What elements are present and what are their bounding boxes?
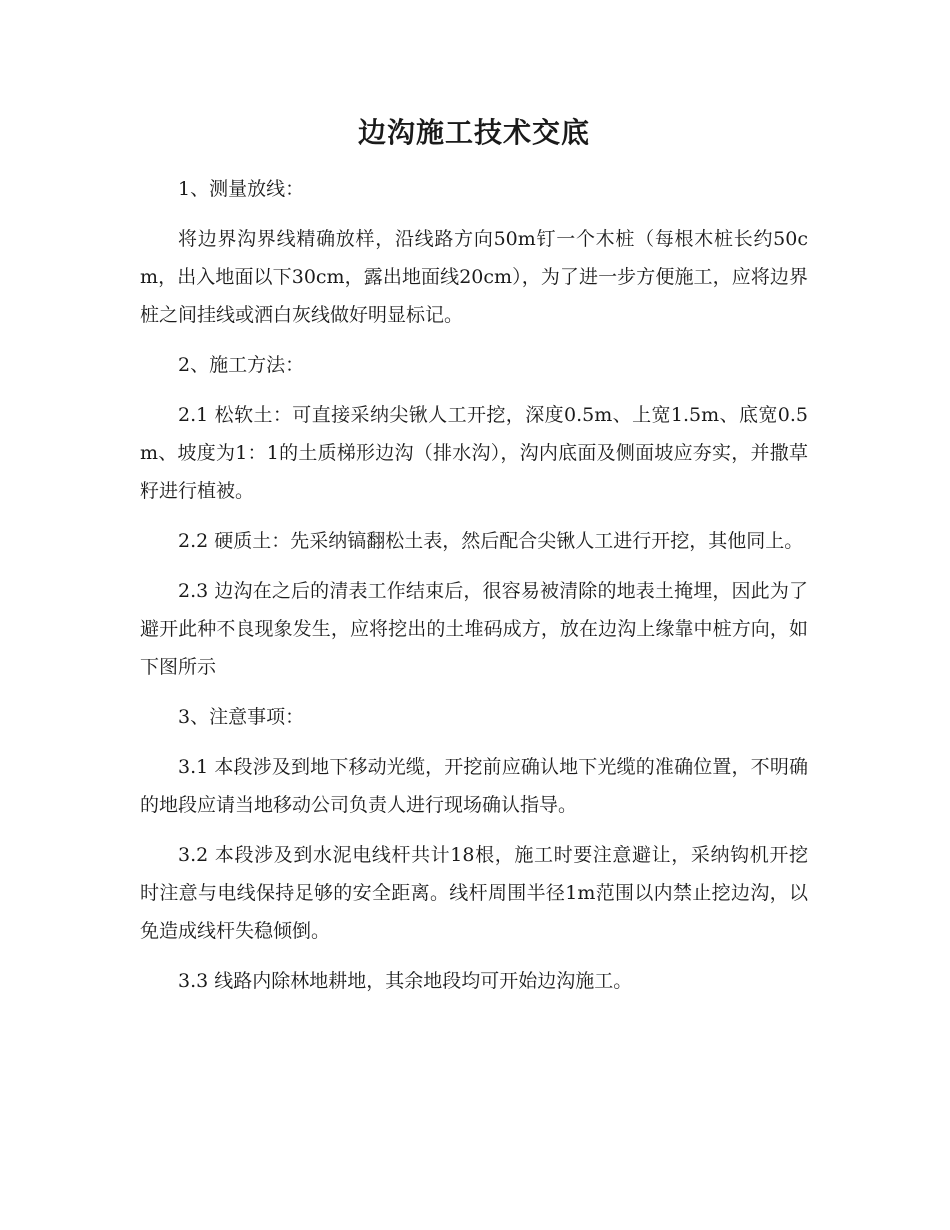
section-heading-method: 2、施工方法：: [178, 354, 305, 376]
paragraph-utility-poles: 3.2 本段涉及到水泥电线杆共计18根，施工时要注意避让，采纳钩机开挖时注意与电线保持足够的安全距离。线杆周围半径1m范围以内禁止挖边沟，以免造成线杆失稳倾倒。: [140, 844, 808, 942]
document-title: 边沟施工技术交底: [357, 116, 590, 149]
paragraph-fiber-cable: 3.1 本段涉及到地下移动光缆，开挖前应确认地下光缆的准确位置，不明确的地段应请当地移动公司负责人进行现场确认指导。: [140, 756, 808, 816]
document-page: [140, 110, 808, 1012]
paragraph-start-construction: 3.3 线路内除林地耕地，其余地段均可开始边沟施工。: [178, 970, 633, 992]
paragraph-survey: 将边界沟界线精确放样，沿线路方向50m钉一个木桩（每根木桩长约50cm，出入地面以下30cm，露出地面线20cm），为了进一步方便施工，应将边界桩之间挂线或洒白灰线做好明显标记。: [140, 228, 808, 326]
section-heading-notes: 3、注意事项：: [178, 706, 305, 728]
section-heading-survey: 1、测量放线：: [178, 178, 305, 200]
paragraph-soft-soil: 2.1 松软土：可直接采纳尖锹人工开挖，深度0.5m、上宽1.5m、底宽0.5m、坡度为1：1的土质梯形边沟（排水沟），沟内底面及侧面坡应夯实，并撒草籽进行植被。: [140, 404, 808, 502]
paragraph-spoil-placement: 2.3 边沟在之后的清表工作结束后，很容易被清除的地表土掩埋，因此为了避开此种不良现象发生，应将挖出的土堆码成方，放在边沟上缘靠中桩方向，如下图所示: [140, 580, 808, 678]
paragraph-hard-soil: 2.2 硬质土：先采纳镐翻松土表，然后配合尖锹人工进行开挖，其他同上。: [178, 530, 804, 552]
